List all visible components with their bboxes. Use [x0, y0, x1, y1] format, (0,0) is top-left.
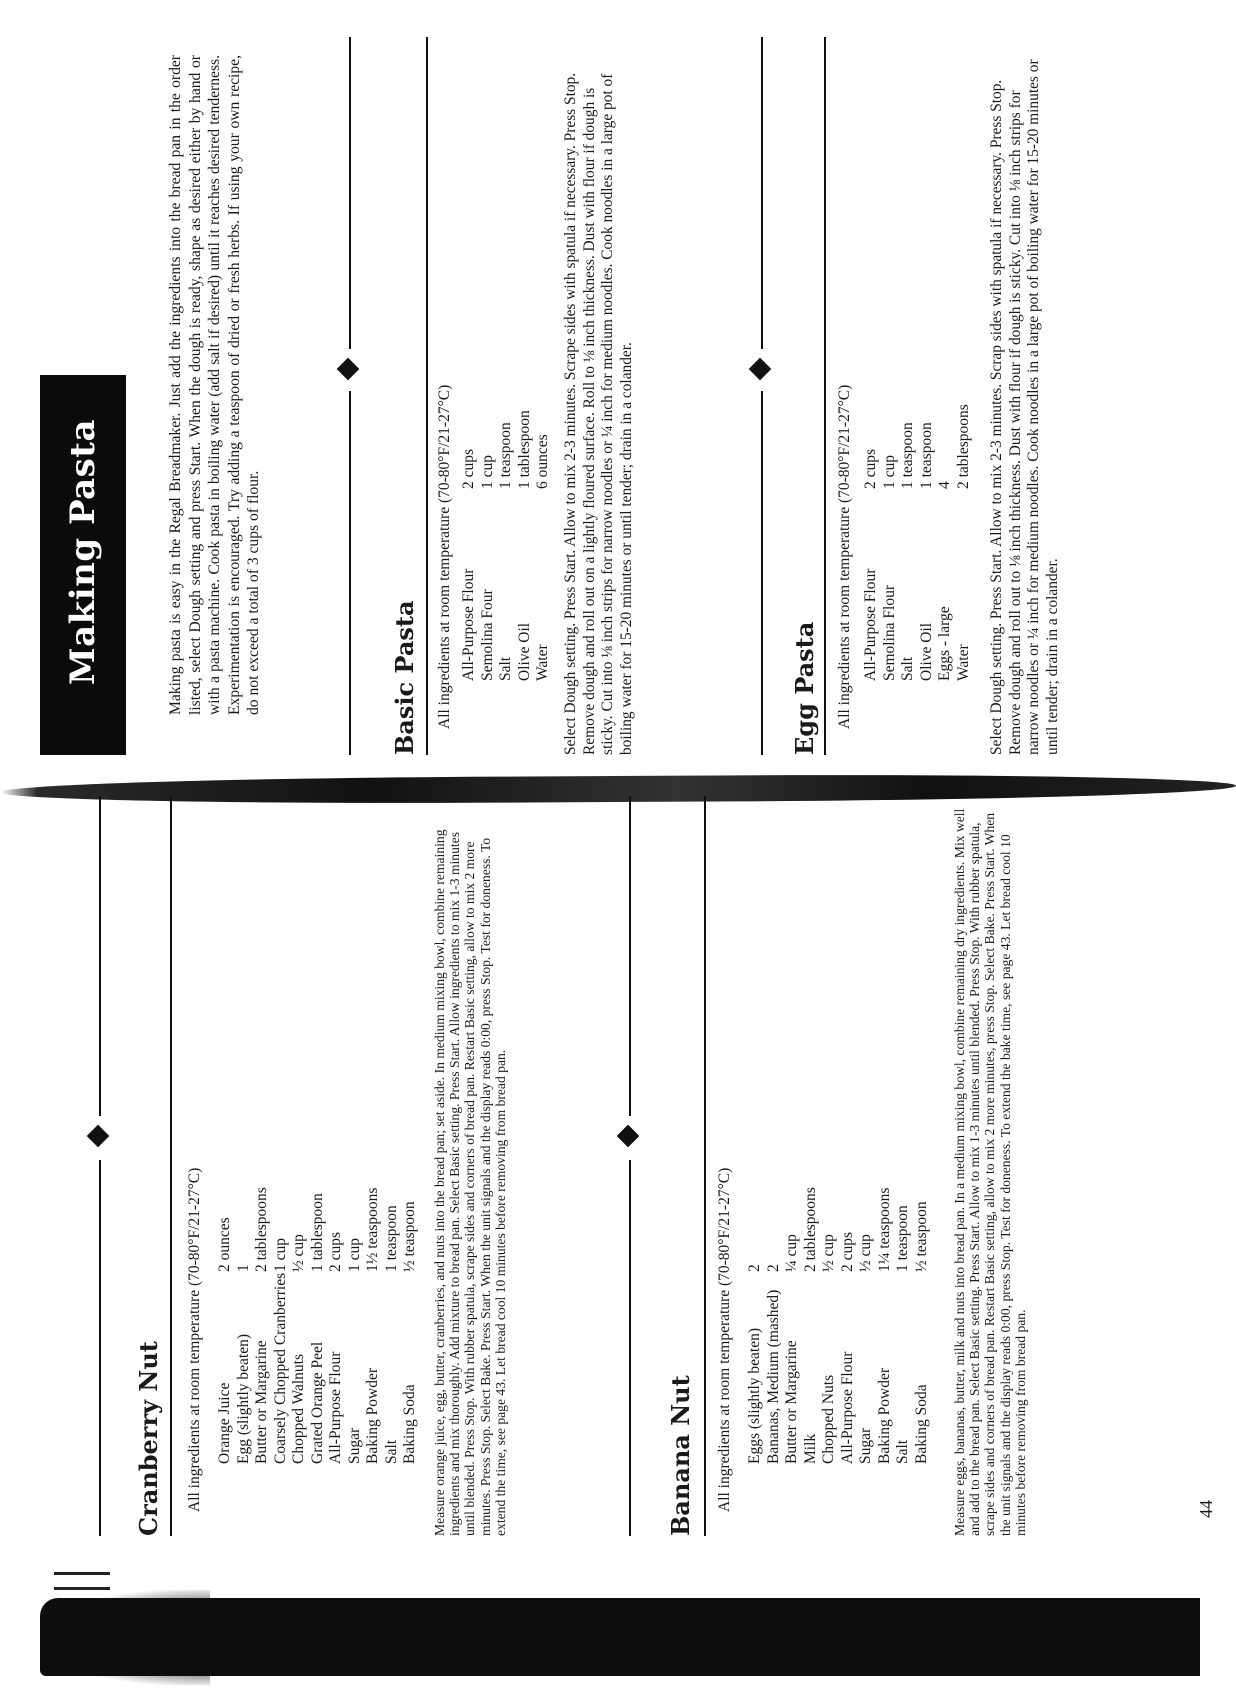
list-item: Water 2 tablespoons [954, 404, 972, 681]
list-item: Salt 1 teaspoon [497, 422, 514, 681]
list-item: All-Purpose Flour 2 cups [838, 1231, 856, 1464]
list-item: Bananas, Medium (mashed) 2 [764, 1264, 782, 1464]
list-item: Sugar ½ cup [857, 1234, 874, 1464]
banana-nut-title: Banana Nut [666, 1375, 695, 1536]
basic-pasta-method: Select Dough setting. Press Start. Allow to mix 2-3 minutes. Scrape sides with spatula if necessary. Press Stop. Remove dough and roll out on a lightly floured surface. Roll to ⅛ inch thickness. Dust with flour if dough is sticky. Cut into ⅛ inch strips for narrow noodles or ¼ inch for medium noodles. Cook noodles in a large pot of boiling water for 15-20 minutes or until tender; drain in a colander. [562, 72, 635, 755]
banana-nut-method: Measure eggs, bananas, butter, milk and nuts into bread pan. In a medium mixing bowl, combine remaining dry ingredients. Mix well and add to the bread pan. Select Basic setting. Press Start. Allow to mix 1-3 minutes until blended. Press Stop. With rubber spatula, scrape sides and corners of bread pan. Restart Basic setting, allow to mix 2 more minutes, press Stop. Select Bake. Press Start. When the unit signals and the display reads 0:00, press Stop. Test for doneness. To extend the bake time, see page 43. Let bread cool 10 minutes before removing from bread pan. [952, 808, 1028, 1536]
egg-pasta-title: Egg Pasta [790, 621, 819, 755]
list-item: Semolina Flour 1 cup [880, 454, 898, 681]
egg-pasta-ingredients [862, 404, 973, 681]
list-item: Chopped Nuts ½ cup [820, 1234, 837, 1464]
diamond-ornament-icon [617, 1125, 640, 1148]
list-item: Eggs - large 4 [936, 481, 953, 681]
diamond-ornament-icon [337, 358, 360, 381]
list-item: Baking Soda ½ teaspoon [401, 1201, 418, 1464]
list-item: Salt 1 teaspoon [382, 1205, 400, 1464]
section-divider [340, 37, 360, 755]
list-item: Baking Soda ½ teaspoon [912, 1201, 930, 1464]
banana-nut-temp-note: All ingredients at room temperature (70-80°F/21-27°C) [716, 1167, 733, 1512]
diamond-ornament-icon [87, 1125, 110, 1148]
list-item: All-Purpose Flour 2 cups [460, 448, 477, 681]
making-pasta-intro: Making pasta is easy in the Regal Breadmaker. Just add the ingredients into the bread pan in the order listed, select Dough setting and press Start. When the dough is ready, shape as desired either by hand or with a pasta machine. Cook pasta in boiling water (add salt if desired) until it reaches desired tenderness. Experimentation is encouraged. Try adding a teaspoon of dried or fresh herbs. If using your own recipe, do not exceed a total of 3 cups of flour. [167, 55, 262, 715]
basic-pasta-title: Basic Pasta [390, 600, 419, 755]
banana-nut-ingredients [746, 1187, 931, 1464]
making-pasta-banner [40, 375, 126, 755]
list-item: Grated Orange Peel 1 tablespoon [308, 1193, 326, 1464]
list-item: All-Purpose Flour 2 cups [327, 1231, 344, 1464]
list-item: Orange Juice 2 ounces [216, 1217, 233, 1464]
cranberry-nut-title: Cranberry Nut [134, 1341, 163, 1536]
section-divider [620, 796, 640, 1536]
list-item: Chopped Walnuts ½ cup [290, 1234, 307, 1464]
list-item: Eggs (slightly beaten) 2 [746, 1264, 763, 1464]
list-item: Semolina Four 1 cup [478, 454, 496, 681]
cranberry-nut-temp-note: All ingredients at room temperature (70-80°F/21-27°C) [186, 1167, 203, 1512]
making-pasta-title: Making Pasta [63, 418, 103, 685]
cranberry-nut-ingredients [216, 1187, 420, 1464]
page-tab-marker [54, 1572, 110, 1590]
making-pasta-page [40, 37, 1220, 755]
list-item: Milk 2 tablespoons [801, 1187, 819, 1464]
list-item: All-Purpose Flour 2 cups [862, 448, 879, 681]
list-item: Olive Oil 1 tablespoon [515, 410, 533, 681]
list-item: Water 6 ounces [534, 434, 551, 681]
list-item: Sugar 1 cup [345, 1237, 363, 1464]
egg-pasta-temp-note: All ingredients at room temperature (70-80°F/21-27°C) [836, 384, 853, 729]
list-item: Coarsely Chopped Cranberries 1 cup [271, 1237, 289, 1464]
section-divider [752, 37, 772, 755]
list-item: Butter or Margarine 2 tablespoons [253, 1187, 270, 1464]
list-item: Butter or Margarine ¼ cup [783, 1234, 800, 1464]
diamond-ornament-icon [749, 358, 772, 381]
list-item: Baking Powder 1¼ teaspoons [875, 1187, 893, 1464]
egg-pasta-method: Select Dough setting. Press Start. Allow to mix 2-3 minutes. Scrap sides with spatula if necessary. Press Stop. Remove dough and roll out to ⅛ inch thickness. Dust with flour if dough is sticky. Cut into ⅛ inch strips for narrow noodles or ¼ inch for medium noodles. Cook noodles in a large pot of boiling water for 15-20 minutes or until tender; drain in a colander. [988, 59, 1061, 755]
list-item: Salt 1 teaspoon [894, 1205, 911, 1464]
basic-pasta-temp-note: All ingredients at room temperature (70-80°F/21-27°C) [436, 384, 453, 729]
cranberry-nut-method: Measure orange juice, egg, butter, cranberries, and nuts into the bread pan; set aside. In medium mixing bowl, combine remaining ingredients and mix thoroughly. Add mixture to bread pan. Select Basic setting. Press Start. Allow ingredients to mix 1-3 minutes until blended. Press Stop. With rubber spatula, scrape sides and corners of bread pan. Restart Basic setting, allow to mix 2 more minutes. Press Stop. Select Bake. Press Start. When the unit signals and the display reads 0:00, press Stop. Test for doneness. To extend the time, see page 43. Let bread cool 10 minutes before removing from bread pan. [432, 829, 508, 1536]
quick-breads-page [40, 796, 1220, 1536]
list-item: Egg (slightly beaten) 1 [234, 1264, 252, 1464]
page-number: 44 [1196, 1500, 1216, 1518]
basic-pasta-ingredients [460, 410, 553, 681]
list-item: Baking Powder 1½ teaspoons [364, 1187, 381, 1464]
section-divider [90, 796, 110, 1536]
list-item: Salt 1 teaspoon [899, 422, 916, 681]
scan-edge-band [40, 1598, 1200, 1676]
list-item: Olive Oil 1 teaspoon [917, 422, 935, 681]
